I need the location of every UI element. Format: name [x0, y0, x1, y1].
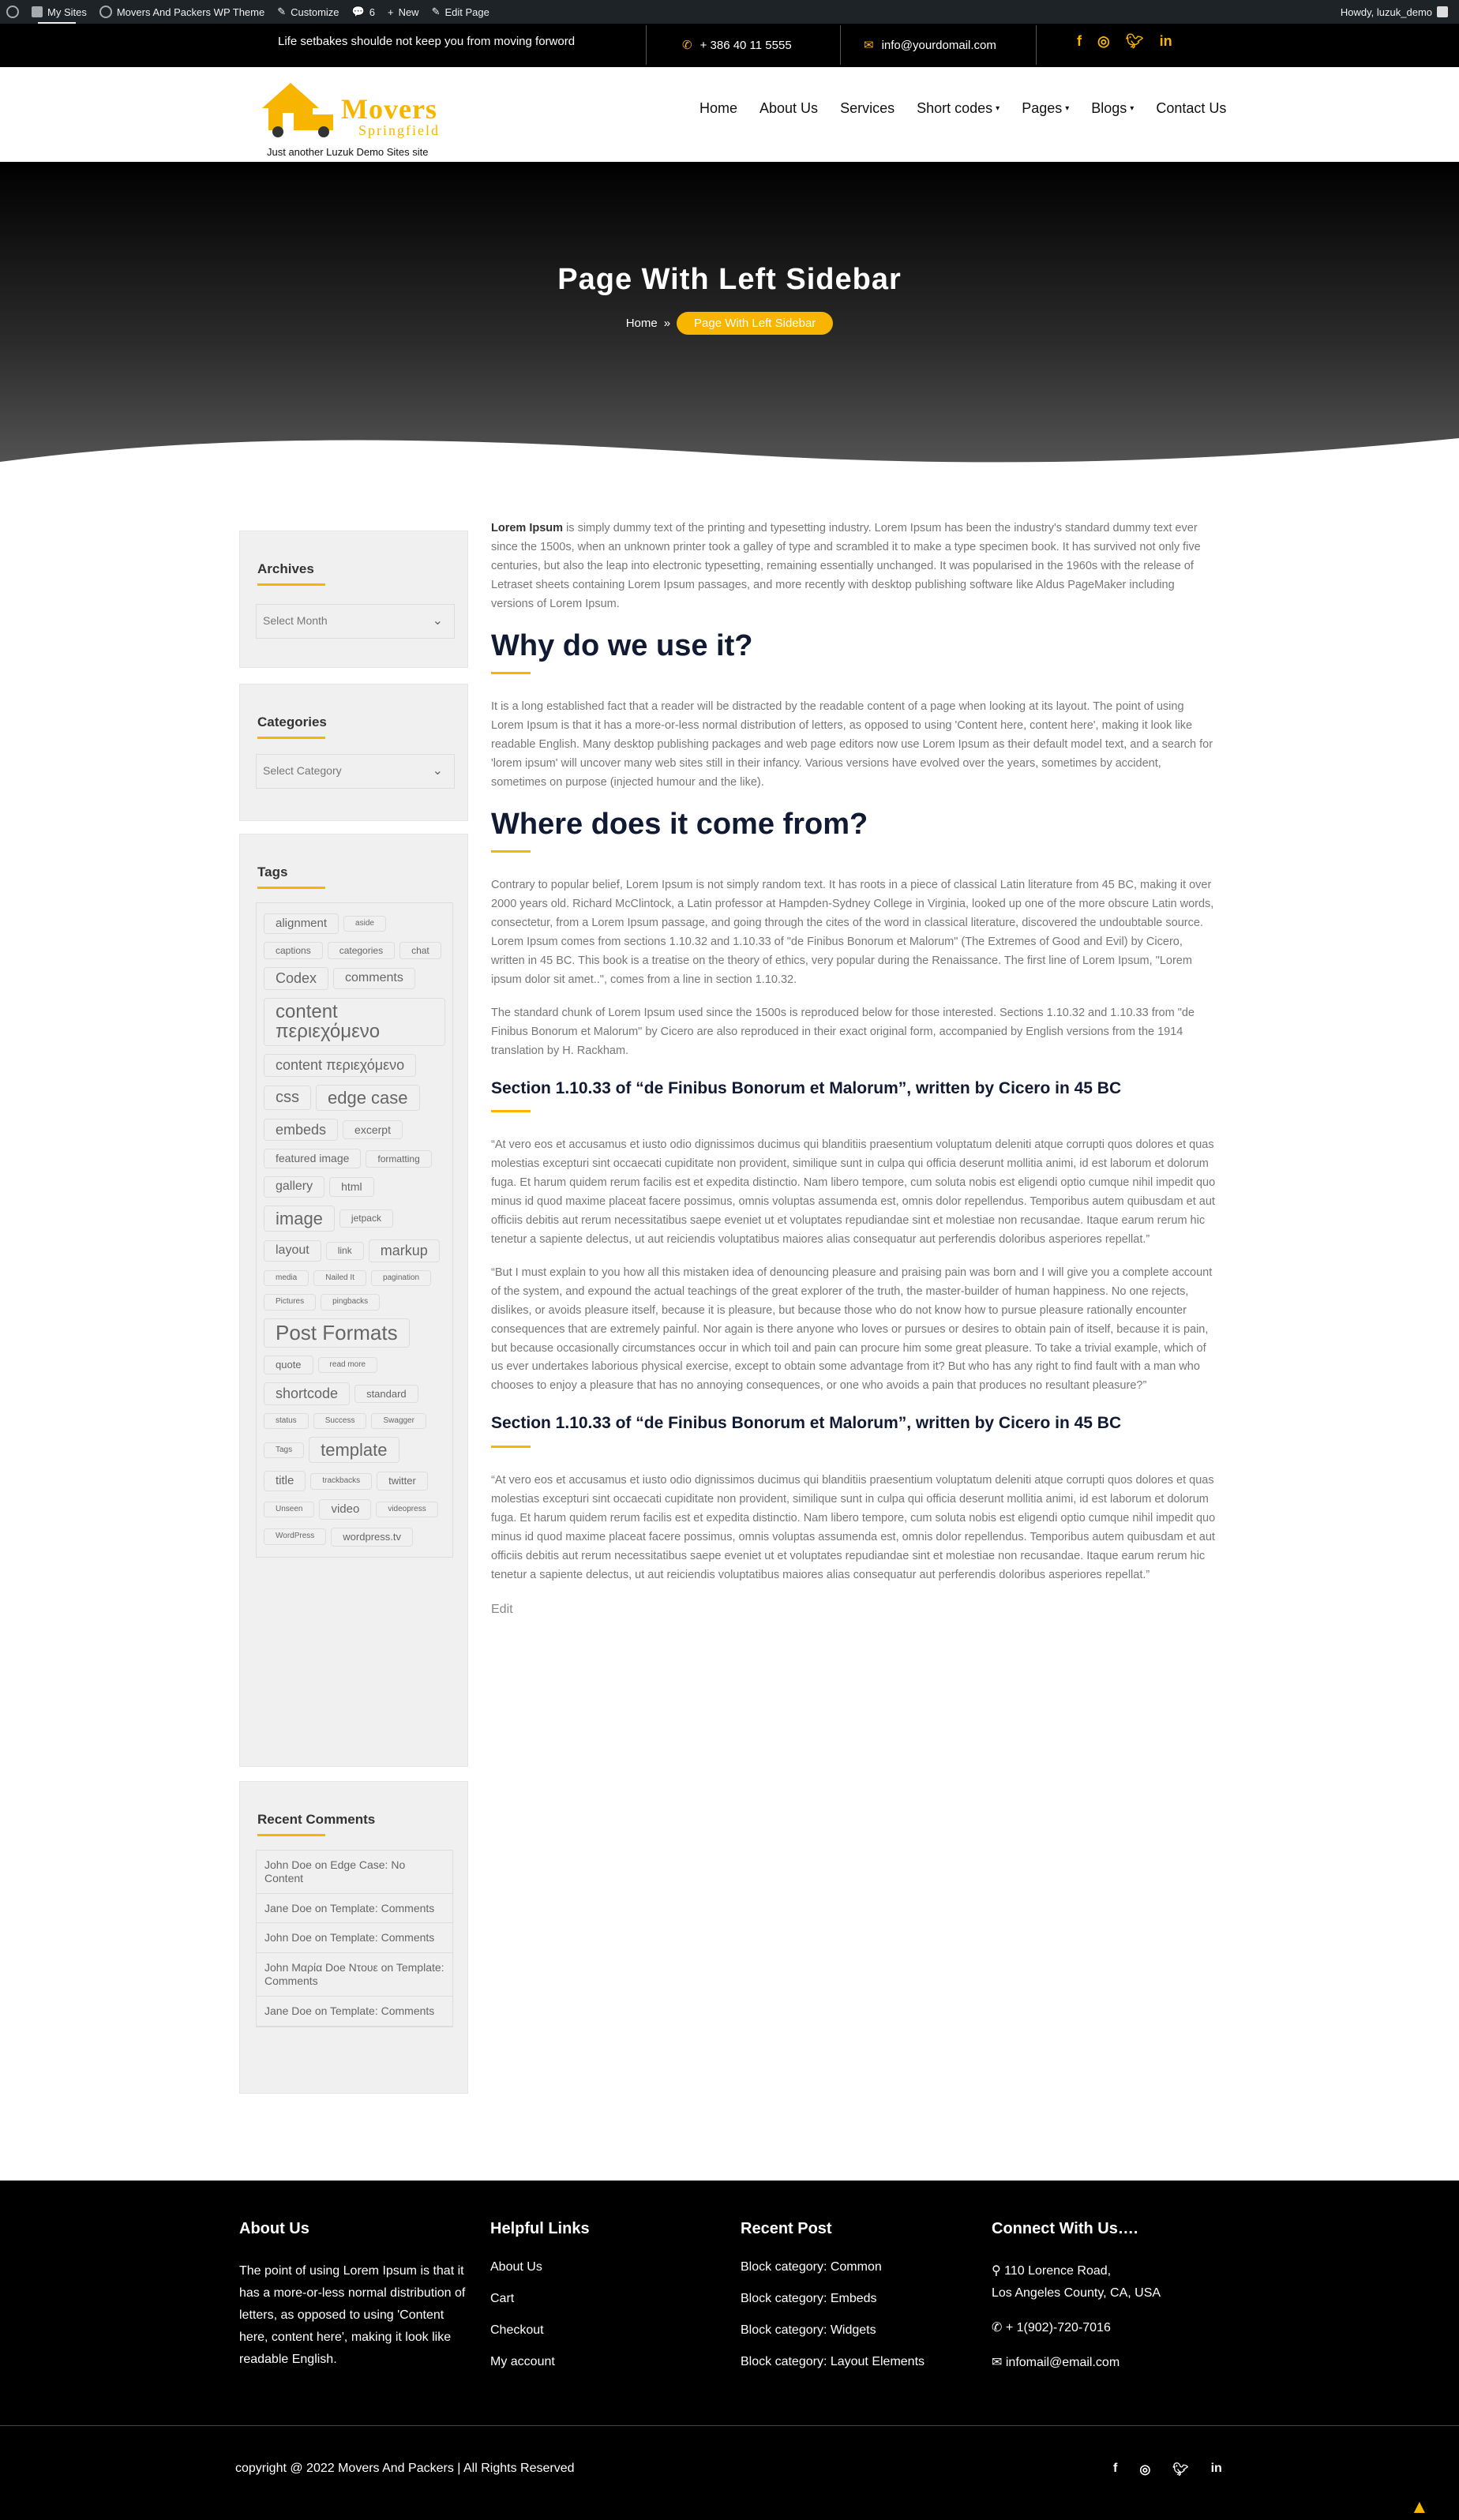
tag-link[interactable]: read more: [318, 1357, 378, 1374]
logo-wordmark: Movers: [341, 93, 437, 125]
customize-label: Customize: [291, 6, 339, 18]
nav-label: About Us: [760, 99, 819, 116]
tag-link[interactable]: comments: [333, 968, 415, 989]
tag-link[interactable]: gallery: [264, 1176, 324, 1198]
footer-divider: [0, 2425, 1459, 2426]
footer-connect: [992, 2220, 1228, 2374]
tag-link[interactable]: videopress: [376, 1502, 437, 1518]
tag-link[interactable]: alignment: [264, 913, 339, 934]
footer-address: [992, 2260, 1228, 2304]
site-description: Just another Luzuk Demo Sites site: [267, 146, 429, 158]
tag-link[interactable]: excerpt: [343, 1120, 403, 1140]
nav-services[interactable]: [829, 97, 906, 119]
page-banner: [0, 162, 1459, 486]
email-contact[interactable]: [864, 38, 996, 52]
tag-link[interactable]: quote: [264, 1356, 313, 1374]
intro-text: is simply dummy text of the printing and typesetting industry. Lorem Ipsum has been the industry's standard dummy text ever since the 1500s, when an unknown printer took a galley of type and scrambled it to make a type specimen book. It has survived not only five centuries, but also the leap into electronic typesetting, remaining essentially unchanged. It was popularised in the 1960s with the release of Letraset sheets containing Lorem Ipsum passages, and more recently with desktop publishing software like Aldus PageMaker including versions of Lorem Ipsum.: [491, 522, 1201, 610]
home-icon: [99, 6, 112, 18]
tag-link[interactable]: Tags: [264, 1442, 304, 1459]
title-underline: [257, 737, 325, 739]
phone-icon: ✆: [992, 2321, 1003, 2334]
title-underline: [257, 887, 325, 889]
tag-link[interactable]: categories: [328, 942, 395, 960]
site-name-button[interactable]: [93, 0, 271, 24]
tag-link[interactable]: Pictures: [264, 1294, 316, 1311]
footer-link-about-us[interactable]: About Us: [490, 2260, 542, 2274]
footer-heading: Connect With Us….: [992, 2220, 1138, 2237]
nav-label: Short codes: [917, 99, 993, 116]
dropdown-value: Select Month: [263, 614, 328, 627]
tag-link[interactable]: layout: [264, 1240, 321, 1262]
tag-link[interactable]: chat: [399, 942, 441, 960]
heading-underline: [491, 1110, 531, 1112]
divider: [1036, 25, 1037, 65]
tag-link[interactable]: image: [264, 1206, 335, 1232]
nav-label: Pages: [1022, 99, 1063, 116]
caret-down-icon: ▾: [1130, 103, 1135, 113]
main-nav: [688, 97, 1237, 119]
tag-link[interactable]: edge case: [316, 1085, 420, 1111]
divider: [840, 25, 841, 65]
tags-widget: [239, 834, 468, 1767]
widget-title: Tags: [257, 864, 288, 879]
address-line: Los Angeles County, CA, USA: [992, 2286, 1161, 2300]
account-menu[interactable]: [1334, 0, 1459, 24]
tag-link[interactable]: Unseen: [264, 1502, 314, 1518]
email-address: infomail@email.com: [1005, 2356, 1120, 2369]
nav-label: Home: [699, 99, 738, 116]
intro-paragraph: [491, 519, 1217, 614]
tag-link[interactable]: Post Formats: [264, 1318, 410, 1348]
chevron-down-icon: ⌄: [432, 764, 443, 778]
intro-bold: Lorem Ipsum: [491, 522, 564, 534]
heading-why: Why do we use it?: [491, 628, 753, 662]
footer-phone[interactable]: [992, 2317, 1228, 2339]
tag-link[interactable]: pingbacks: [321, 1294, 380, 1311]
caret-down-icon: ▾: [1065, 103, 1070, 113]
instagram-icon[interactable]: ◎: [1097, 33, 1110, 49]
social-links: [1077, 33, 1172, 50]
tag-link[interactable]: link: [326, 1242, 364, 1260]
avatar: [1437, 6, 1448, 17]
phone-number: + 1(902)-720-7016: [1005, 2321, 1111, 2334]
categories-dropdown[interactable]: [256, 754, 455, 789]
footer-about: [239, 2220, 476, 2371]
list-item[interactable]: John Doe on Edge Case: No Content: [257, 1851, 452, 1894]
plus-icon: +: [387, 6, 394, 18]
footer-recent-post-link[interactable]: Block category: Widgets: [741, 2323, 876, 2337]
back-to-top-icon[interactable]: ▲: [1410, 2496, 1429, 2518]
sites-icon: [32, 6, 43, 17]
tag-link[interactable]: embeds: [264, 1119, 338, 1142]
footer-heading: About Us: [239, 2220, 309, 2237]
footer-helpful-links: [490, 2220, 727, 2387]
tag-link[interactable]: aside: [343, 916, 386, 932]
recent-comments-list: [256, 1850, 453, 2027]
tagline: Life setbakes shoulde not keep you from moving forword: [278, 35, 576, 48]
comments-count: 6: [369, 6, 375, 18]
nav-label: Contact Us: [1156, 99, 1227, 116]
tag-link[interactable]: trackbacks: [310, 1473, 372, 1490]
tag-link[interactable]: Swagger: [371, 1413, 426, 1430]
wordpress-logo-button[interactable]: [0, 0, 25, 24]
comment-icon: 💬: [351, 6, 365, 17]
site-header: [0, 67, 1459, 162]
nav-pages[interactable]: [1011, 97, 1080, 119]
tag-link[interactable]: html: [329, 1177, 373, 1197]
footer-about-text: The point of using Lorem Ipsum is that it has a more-or-less normal distribution of letters, as opposed to using 'Content here, content here', making it look like readable English.: [239, 2264, 466, 2366]
top-bar: [0, 24, 1459, 67]
tag-link[interactable]: wordpress.tv: [331, 1528, 413, 1547]
site-name-label: Movers And Packers WP Theme: [116, 6, 265, 18]
tag-link[interactable]: captions: [264, 942, 323, 960]
nav-contact-us[interactable]: [1145, 97, 1237, 119]
tag-link[interactable]: markup: [369, 1239, 440, 1262]
nav-label: Blogs: [1091, 99, 1127, 116]
tag-link[interactable]: css: [264, 1086, 311, 1110]
archives-dropdown[interactable]: [256, 604, 455, 639]
edit-page-button[interactable]: [426, 0, 496, 24]
footer-link-cart[interactable]: Cart: [490, 2292, 515, 2305]
brush-icon: ✎: [277, 6, 287, 17]
envelope-icon: ✉: [992, 2356, 1003, 2369]
tag-link[interactable]: jetpack: [339, 1209, 393, 1228]
section-heading: Section 1.10.33 of “de Finibus Bonorum et Malorum”, written by Cicero in 45 BC: [491, 1414, 1122, 1433]
widget-title: Archives: [257, 561, 314, 576]
tag-link[interactable]: content περιεχόμενο: [264, 998, 445, 1045]
nav-home[interactable]: [688, 97, 748, 119]
footer-heading: Recent Post: [741, 2220, 832, 2237]
footer-social-links: [1113, 2462, 1222, 2477]
facebook-icon[interactable]: f: [1077, 33, 1082, 49]
tag-link[interactable]: Codex: [264, 967, 328, 990]
page-title: Page With Left Sidebar: [557, 263, 902, 296]
nav-label: Services: [840, 99, 895, 116]
categories-widget: [239, 684, 468, 821]
envelope-icon: ✉: [864, 39, 874, 52]
dropdown-value: Select Category: [263, 764, 342, 777]
edit-page-label: Edit Page: [444, 6, 489, 18]
wave-divider: [0, 430, 1459, 486]
truck-house-icon: [259, 78, 341, 138]
list-item[interactable]: Jane Doe on Template: Comments: [257, 1997, 452, 2027]
copyright: copyright @ 2022 Movers And Packers | All Rights Reserved: [235, 2462, 575, 2475]
phone-icon: ✆: [682, 39, 692, 52]
double-chevron-icon: »: [663, 317, 671, 330]
section-heading: Section 1.10.33 of “de Finibus Bonorum et Malorum”, written by Cicero in 45 BC: [491, 1078, 1122, 1097]
admin-bar: [0, 0, 1459, 24]
divider: [646, 25, 647, 65]
nav-short-codes[interactable]: [906, 97, 1011, 119]
list-item[interactable]: John Μαρία Doe Ντουε on Template: Comments: [257, 1953, 452, 1997]
tag-link[interactable]: Nailed It: [313, 1270, 366, 1287]
wordpress-icon: [6, 6, 19, 18]
footer-heading: Helpful Links: [490, 2220, 590, 2237]
my-sites-label: My Sites: [47, 6, 87, 18]
recent-comments-widget: [239, 1781, 468, 2094]
twitter-icon[interactable]: 🐦︎: [1125, 33, 1144, 49]
facebook-icon[interactable]: f: [1113, 2462, 1118, 2475]
tag-link[interactable]: standard: [354, 1385, 418, 1404]
howdy-label: Howdy, luzuk_demo: [1340, 6, 1432, 18]
instagram-icon[interactable]: ◎: [1139, 2463, 1151, 2477]
paragraph: Contrary to popular belief, Lorem Ipsum is not simply random text. It has roots in a piece of classical Latin literature from 45 BC, making it over 2000 years old. Richard McClintock, a Latin professor at Hampden-Sydney College in Virginia, looked up one of the more obscure Latin words, consectetur, from a Lorem Ipsum passage, and going through the cites of the word in classical literature, discovered the undoubtable source. Lorem Ipsum comes from sections 1.10.32 and 1.10.33 of "de Finibus Bonorum et Malorum" (The Extremes of Good and Evil) by Cicero, written in 45 BC. This book is a treatise on the theory of ethics, very popular during the Renaissance. The first line of Lorem Ipsum, "Lorem ipsum dolor sit amet..", comes from a line in section 1.10.32.: [491, 879, 1214, 987]
tag-link[interactable]: WordPress: [264, 1528, 326, 1545]
tag-link[interactable]: video: [319, 1499, 371, 1520]
tag-link[interactable]: formatting: [366, 1150, 431, 1168]
customize-button[interactable]: [271, 0, 345, 24]
address-line: 110 Lorence Road,: [1004, 2264, 1112, 2278]
edit-link[interactable]: Edit: [491, 1602, 513, 1616]
new-button[interactable]: [381, 0, 426, 24]
footer-recent-post-link[interactable]: Block category: Layout Elements: [741, 2355, 925, 2368]
breadcrumb: [0, 312, 1459, 335]
paragraph: The standard chunk of Lorem Ipsum used since the 1500s is reproduced below for those interested. Sections 1.10.32 and 1.10.33 from "de Finibus Bonorum et Malorum" by Cicero are also reproduced in their exact original form, accompanied by English versions from the 1914 translation by H. Rackham.: [491, 1006, 1195, 1057]
tag-link[interactable]: Success: [313, 1413, 367, 1430]
comments-button[interactable]: [346, 0, 381, 24]
map-marker-icon: ⚲: [992, 2264, 1001, 2278]
heading-underline: [491, 850, 531, 853]
footer-recent-post-link[interactable]: Block category: Common: [741, 2260, 882, 2274]
tag-link[interactable]: media: [264, 1270, 309, 1287]
phone-contact[interactable]: [682, 38, 792, 52]
pencil-icon: ✎: [431, 6, 441, 17]
tag-link[interactable]: content περιεχόμενο: [264, 1054, 416, 1077]
logo-subtitle: Springfield: [358, 122, 440, 138]
new-label: New: [398, 6, 419, 18]
tag-link[interactable]: pagination: [371, 1270, 431, 1287]
paragraph: “But I must explain to you how all this mistaken idea of denouncing pleasure and praising pain was born and I will give you a complete account of the system, and expound the actual teachings of the great explorer of the truth, the master-builder of human happiness. No one rejects, dislikes, or avoids pleasure itself, because it is pleasure, but because those who do not know how to pursue pleasure rationally encounter consequences that are extremely painful. Nor again is there anyone who loves or pursues or desires to obtain pain of itself, because it is pain, but because occasionally circumstances occur in which toil and pain can procure him some great pleasure. To take a trivial example, which of us ever undertakes laborious physical exercise, except to obtain some advantage from it? But who has any right to find fault with a man who chooses to enjoy a pleasure that has no annoying consequences, or one who avoids a pain that produces no resultant pleasure?”: [491, 1266, 1213, 1393]
tag-link[interactable]: shortcode: [264, 1382, 350, 1405]
tag-link[interactable]: status: [264, 1413, 309, 1430]
paragraph: It is a long established fact that a reader will be distracted by the readable content of a page when looking at its layout. The point of using Lorem Ipsum is that it has a more-or-less normal distribution of letters, as opposed to using 'Content here, content here', making it look like readable English. Many desktop publishing packages and web page editors now use Lorem Ipsum as their default model text, and a search for 'lorem ipsum' will uncover many web sites still in their infancy. Various versions have evolved over the years, sometimes by accident, sometimes on purpose (injected humour and the like).: [491, 700, 1213, 789]
heading-where: Where does it come from?: [491, 807, 868, 841]
archives-widget: [239, 531, 468, 668]
twitter-icon[interactable]: 🐦︎: [1172, 2463, 1189, 2477]
footer-link-my-account[interactable]: My account: [490, 2355, 555, 2368]
footer-email[interactable]: [992, 2352, 1228, 2374]
my-sites-button[interactable]: [25, 0, 93, 24]
email-address: info@yourdomail.com: [881, 38, 996, 52]
widget-title: Categories: [257, 714, 327, 729]
page-content: [491, 519, 1217, 1620]
heading-underline: [491, 672, 531, 674]
paragraph: “At vero eos et accusamus et iusto odio dignissimos ducimus qui blanditiis praesentium voluptatum deleniti atque corrupti quos dolores et quas molestias excepturi sint occaecati cupiditate non provident, similique sunt in culpa qui officia deserunt mollitia animi, id est laborum et dolorum fuga. Et harum quidem rerum facilis est et expedita distinctio. Nam libero tempore, cum soluta nobis est eligendi optio cumque nihil impedit quo minus id quod maxime placeat facere possimus, omnis voluptas assumenda est, omnis dolor repellendus. Temporibus autem quibusdam et aut officiis debitis aut rerum necessitatibus saepe eveniet ut et voluptates repudiandae sint et molestiae non recusandae. Itaque earum rerum hic tenetur a sapiente delectus, ut aut reiciendis voluptatibus maiores alias consequatur aut perferendis doloribus asperiores repellat.”: [491, 1138, 1216, 1246]
footer-recent-post-link[interactable]: Block category: Embeds: [741, 2292, 877, 2305]
footer-link-checkout[interactable]: Checkout: [490, 2323, 544, 2337]
heading-underline: [491, 1446, 531, 1448]
paragraph: “At vero eos et accusamus et iusto odio dignissimos ducimus qui blanditiis praesentium voluptatum deleniti atque corrupti quos dolores et quas molestias excepturi sint occaecati cupiditate non provident, similique sunt in culpa qui officia deserunt mollitia animi, id est laborum et dolorum fuga. Et harum quidem rerum facilis est et expedita distinctio. Nam libero tempore, cum soluta nobis est eligendi optio cumque nihil impedit quo minus id quod maxime placeat facere possimus, omnis voluptas assumenda est, omnis dolor repellendus. Temporibus autem quibusdam et aut officiis debitis aut rerum necessitatibus saepe eveniet ut et voluptates repudiandae sint et molestiae non recusandae. Itaque earum rerum hic tenetur a sapiente delectus, ut aut reiciendis voluptatibus maiores alias consequatur aut perferendis doloribus asperiores repellat.”: [491, 1473, 1216, 1581]
tag-link[interactable]: template: [309, 1437, 399, 1463]
nav-about-us[interactable]: [748, 97, 829, 119]
chevron-down-icon: ⌄: [432, 614, 443, 628]
title-underline: [257, 583, 325, 586]
site-footer: [0, 2181, 1459, 2520]
list-item[interactable]: Jane Doe on Template: Comments: [257, 1894, 452, 1924]
tag-link[interactable]: featured image: [264, 1149, 361, 1168]
list-item[interactable]: John Doe on Template: Comments: [257, 1923, 452, 1953]
phone-number: + 386 40 11 5555: [699, 38, 792, 52]
linkedin-icon[interactable]: in: [1210, 2462, 1222, 2475]
tag-link[interactable]: twitter: [377, 1472, 428, 1491]
caret-down-icon: ▾: [996, 103, 1000, 113]
tag-link[interactable]: title: [264, 1471, 306, 1491]
tag-cloud: [256, 902, 453, 1558]
widget-title: Recent Comments: [257, 1812, 376, 1827]
linkedin-icon[interactable]: in: [1159, 33, 1172, 49]
nav-blogs[interactable]: [1080, 97, 1145, 119]
breadcrumb-home[interactable]: Home: [625, 317, 658, 330]
footer-recent-post: [741, 2220, 977, 2387]
site-logo[interactable]: [259, 78, 456, 158]
title-underline: [257, 1834, 325, 1836]
breadcrumb-current: Page With Left Sidebar: [677, 312, 833, 335]
